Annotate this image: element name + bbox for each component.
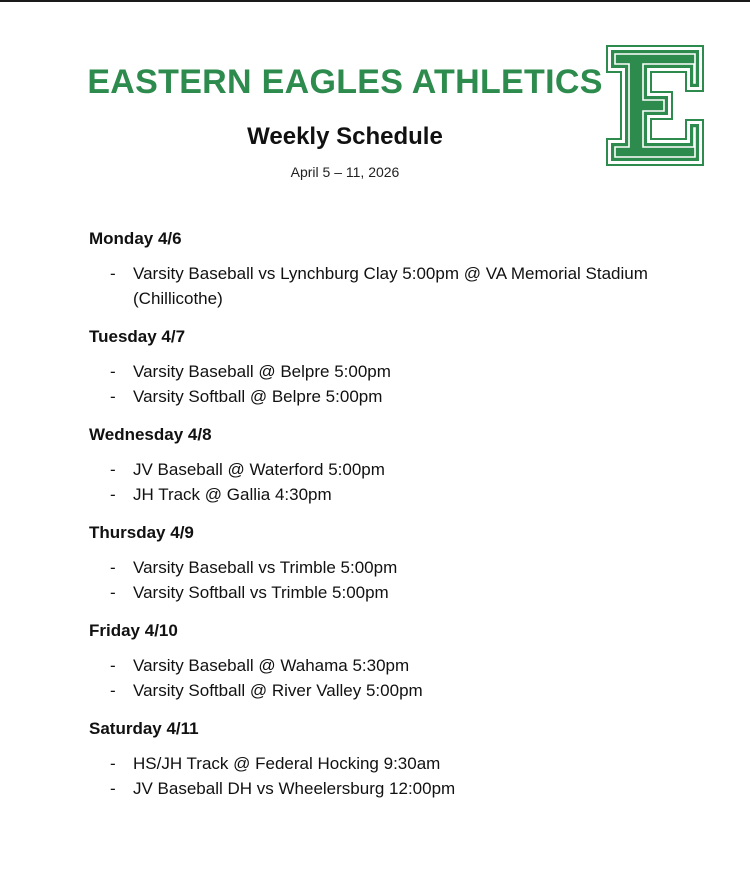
event-item: - Varsity Baseball vs Lynchburg Clay 5:00pm @ VA Memorial Stadium (Chillicothe) <box>89 261 689 311</box>
event-item: - JV Baseball @ Waterford 5:00pm <box>89 457 689 482</box>
day-friday <box>89 620 689 703</box>
event-item: - Varsity Softball @ River Valley 5:00pm <box>89 678 689 703</box>
day-heading: Tuesday 4/7 <box>89 327 186 346</box>
event-item: - JV Baseball DH vs Wheelersburg 12:00pm <box>89 776 689 801</box>
day-heading: Thursday 4/9 <box>89 523 194 542</box>
day-saturday <box>89 718 689 801</box>
event-item: - HS/JH Track @ Federal Hocking 9:30am <box>89 751 689 776</box>
event-list <box>89 457 689 507</box>
day-heading: Saturday 4/11 <box>89 719 199 738</box>
event-list <box>89 359 689 409</box>
event-list <box>89 261 689 311</box>
day-heading: Friday 4/10 <box>89 621 178 640</box>
event-item: - Varsity Baseball @ Wahama 5:30pm <box>89 653 689 678</box>
weekly-schedule <box>89 228 689 816</box>
date-range: April 5 – 11, 2026 <box>290 164 400 180</box>
day-wednesday <box>89 424 689 507</box>
event-list <box>89 751 689 801</box>
day-thursday <box>89 522 689 605</box>
event-item: - JH Track @ Gallia 4:30pm <box>89 482 689 507</box>
day-tuesday <box>89 326 689 409</box>
event-item: - Varsity Softball vs Trimble 5:00pm <box>89 580 689 605</box>
event-list <box>89 555 689 605</box>
schedule-title: Weekly Schedule <box>247 123 443 150</box>
school-title: EASTERN EAGLES ATHLETICS <box>87 63 603 101</box>
day-heading: Wednesday 4/8 <box>89 425 212 444</box>
event-item: - Varsity Softball @ Belpre 5:00pm <box>89 384 689 409</box>
event-item: - Varsity Baseball @ Belpre 5:00pm <box>89 359 689 384</box>
day-heading: Monday 4/6 <box>89 229 182 248</box>
event-list <box>89 653 689 703</box>
day-monday <box>89 228 689 311</box>
top-border-line <box>0 0 750 2</box>
event-item: - Varsity Baseball vs Trimble 5:00pm <box>89 555 689 580</box>
